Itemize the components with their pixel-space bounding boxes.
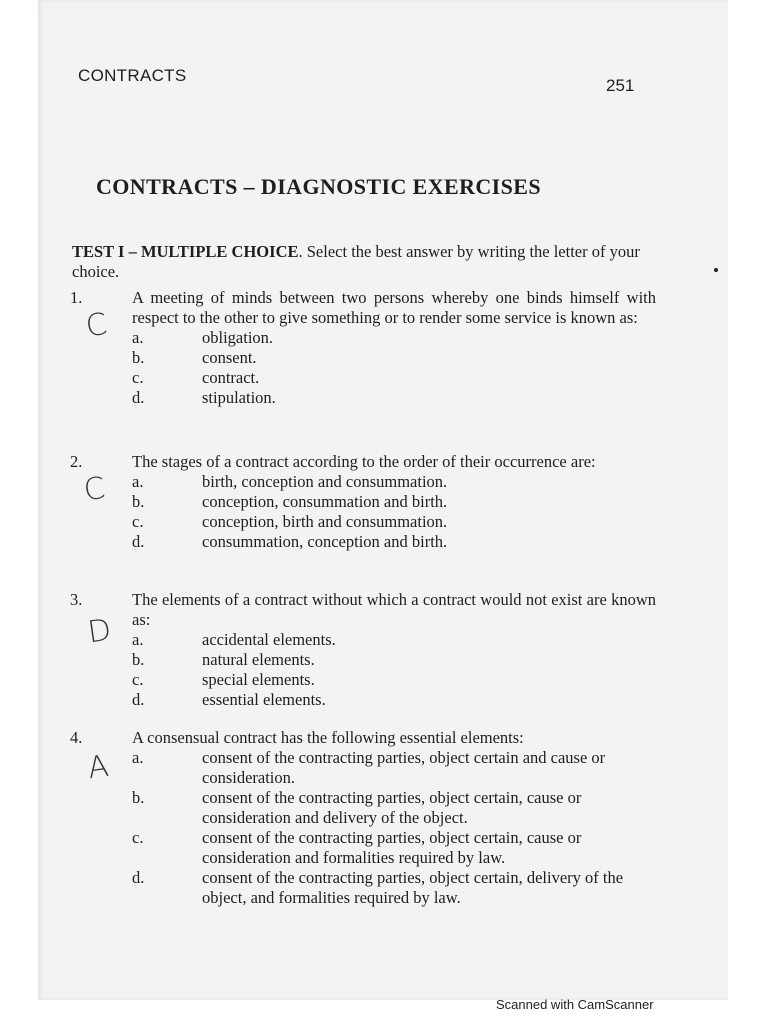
question-number: 3. (70, 590, 83, 609)
option-letter: b. (132, 788, 145, 807)
question-3 (70, 590, 656, 710)
option-b (132, 650, 656, 670)
handwritten-answer-3: D (85, 612, 114, 651)
option-c (132, 670, 656, 690)
question-4 (70, 728, 656, 908)
option-b (132, 492, 656, 512)
option-text: natural elements. (202, 650, 315, 669)
test-instruction-text: . Select the best answer by writing the letter of your choice. (72, 242, 640, 281)
option-a (132, 472, 656, 492)
option-letter: a. (132, 328, 144, 347)
question-number: 4. (70, 728, 83, 747)
question-stem: The stages of a contract according to the order of their occurrence are: (132, 452, 596, 471)
option-letter: a. (132, 472, 144, 491)
handwritten-answer-4: A (85, 748, 111, 787)
option-text: consent. (202, 348, 257, 367)
option-text: birth, conception and consummation. (202, 472, 448, 491)
option-letter: c. (132, 828, 144, 847)
option-text: obligation. (202, 328, 274, 347)
option-a (132, 748, 656, 788)
question-1 (70, 288, 656, 408)
option-letter: b. (132, 650, 145, 669)
option-b (132, 348, 656, 368)
option-letter: d. (132, 868, 145, 887)
scan-speck (714, 268, 718, 272)
option-d (132, 868, 656, 908)
option-d (132, 532, 656, 552)
option-d (132, 388, 656, 408)
option-letter: a. (132, 630, 144, 649)
option-text: conception, consummation and birth. (202, 492, 448, 511)
handwritten-answer-1: C (83, 306, 110, 345)
option-letter: d. (132, 388, 145, 407)
option-letter: c. (132, 670, 144, 689)
running-header: CONTRACTS (78, 66, 187, 85)
option-c (132, 368, 656, 388)
option-text: stipulation. (202, 388, 276, 407)
option-letter: d. (132, 690, 145, 709)
handwritten-answer-2: C (81, 470, 108, 509)
test-instructions (72, 242, 652, 282)
question-number: 2. (70, 452, 83, 471)
option-letter: a. (132, 748, 144, 767)
scanner-watermark: Scanned with CamScanner (496, 997, 654, 1012)
option-text: special elements. (202, 670, 315, 689)
option-text: consent of the contracting parties, object certain, delivery of the object, and formalities required by law. (202, 868, 624, 907)
option-text: accidental elements. (202, 630, 336, 649)
option-text: contract. (202, 368, 260, 387)
option-text: consent of the contracting parties, object certain and cause or consideration. (202, 748, 606, 787)
option-d (132, 690, 656, 710)
option-a (132, 328, 656, 348)
option-text: consummation, conception and birth. (202, 532, 448, 551)
option-text: conception, birth and consummation. (202, 512, 448, 531)
option-text: consent of the contracting parties, object certain, cause or consideration and formalities required by law. (202, 828, 582, 867)
page-number: 251 (606, 76, 635, 95)
question-stem: The elements of a contract without which a contract would not exist are known as: (132, 590, 656, 629)
option-letter: c. (132, 512, 144, 531)
question-stem: A consensual contract has the following essential elements: (132, 728, 524, 747)
option-letter: d. (132, 532, 145, 551)
option-c (132, 512, 656, 532)
option-letter: b. (132, 348, 145, 367)
option-c (132, 828, 656, 868)
option-a (132, 630, 656, 650)
option-letter: c. (132, 368, 144, 387)
question-stem: A meeting of minds between two persons whereby one binds himself with respect to the other to give something or to render some service is known as: (132, 288, 656, 327)
option-b (132, 788, 656, 828)
test-label: TEST I – MULTIPLE CHOICE (72, 242, 299, 261)
option-letter: b. (132, 492, 145, 511)
page-title: CONTRACTS – DIAGNOSTIC EXERCISES (96, 174, 541, 199)
option-text: consent of the contracting parties, object certain, cause or consideration and delivery of the object. (202, 788, 582, 827)
option-text: essential elements. (202, 690, 326, 709)
question-number: 1. (70, 288, 83, 307)
question-2 (70, 452, 656, 552)
